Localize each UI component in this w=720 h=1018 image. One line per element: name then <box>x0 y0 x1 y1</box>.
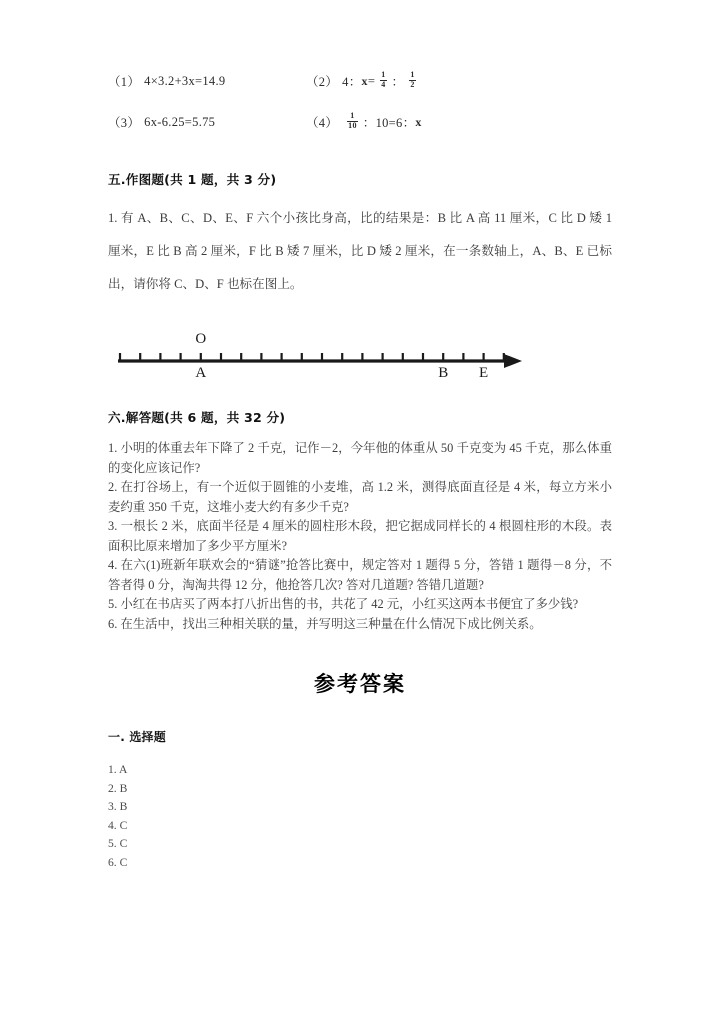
fraction-denominator: 2 <box>410 79 415 89</box>
equation-number: （4） <box>306 116 339 130</box>
fraction-numerator: 1 <box>381 70 386 80</box>
fraction-denominator: 10 <box>348 120 357 130</box>
section-six-question: 4. 在六(1)班新年联欢会的“猜谜”抢答比赛中，规定答对 1 题得 5 分，答错 1 题得－8 分，不答者得 0 分，淘淘共得 12 分，他抢答几次? 答对几道题? 答错几道题? <box>108 558 612 592</box>
section-five-question: 1. 有 A、B、C、D、E、F 六个小孩比身高，比的结果是：B 比 A 高 11 厘米，C 比 D 矮 1 厘米，E 比 B 高 2 厘米，F 比 B 矮 7 厘米，比 D 矮 2 厘米，在一条数轴上，A、B、E 已标出，请你将 C、D、F 也标在图上。 <box>108 211 612 291</box>
equation-variable: x <box>361 73 368 88</box>
equation-row <box>108 72 612 90</box>
number-line-label-above: O <box>195 331 207 347</box>
equation-text: 10=6： <box>375 116 416 130</box>
number-line-figure <box>108 323 528 383</box>
equation-expression <box>144 74 225 89</box>
answer-key-title: 参考答案 <box>314 672 406 696</box>
section-six-question: 2. 在打谷场上，有一个近似于圆锥的小麦堆，高 1.2 米，测得底面直径是 4 米，每立方米小麦约重 350 千克，这堆小麦大约有多少千克? <box>108 480 612 514</box>
equation-row <box>108 113 612 131</box>
section-six-question: 6. 在生活中，找出三种相关联的量，并写明这三种量在什么情况下成比例关系。 <box>108 616 542 631</box>
equation-text: ： <box>362 116 376 130</box>
equation-expression <box>144 115 215 130</box>
number-line-label-below: A <box>195 365 207 381</box>
equation-block <box>108 0 612 131</box>
section-six-question: 3. 一根长 2 米，底面半径是 4 厘米的圆柱形木段，把它据成同样长的 4 根圆柱形的木段。表面积比原来增加了多少平方厘米? <box>108 519 612 553</box>
equation-text: 6x-6.25=5.75 <box>144 114 216 129</box>
number-line-label-below: E <box>479 365 489 381</box>
number-line-axis <box>118 354 522 368</box>
equation-text: 4×3.2+3x=14.9 <box>144 73 226 88</box>
equation-number: （2） <box>306 75 339 89</box>
equation-item-4 <box>306 113 422 131</box>
fraction-denominator: 4 <box>381 79 386 89</box>
number-line-label-below: B <box>438 365 449 381</box>
answer-key-item: 2. B <box>108 781 128 795</box>
equation-item-1 <box>108 72 306 90</box>
fraction-numerator: 1 <box>350 111 355 121</box>
fraction <box>380 71 386 89</box>
equation-number: （1） <box>108 75 141 89</box>
equation-number: （3） <box>108 116 141 130</box>
answer-key-item: 6. C <box>108 855 128 869</box>
fraction <box>347 112 358 130</box>
equation-text: 4： <box>342 75 362 89</box>
equation-item-2 <box>306 72 421 90</box>
equation-expression <box>342 113 422 131</box>
equation-text: = <box>367 73 376 88</box>
answer-key-item: 4. C <box>108 818 128 832</box>
equation-text: ： <box>391 75 405 89</box>
answer-key-item: 1. A <box>108 763 128 776</box>
section-six-question-list <box>108 439 612 634</box>
answer-key-list <box>108 761 612 873</box>
equation-expression <box>342 72 420 90</box>
section-six-question: 5. 小红在书店买了两本打八折出售的书，共花了 42 元，小红买这两本书便宜了多少钱? <box>108 597 579 611</box>
section-heading-six: 六.解答题(共 6 题，共 32 分) <box>108 410 286 425</box>
section-six-question: 1. 小明的体重去年下降了 2 千克，记作－2，今年他的体重从 50 千克变为 45 千克，那么体重的变化应该记作? <box>108 441 612 475</box>
answer-key-item: 5. C <box>108 837 128 851</box>
answer-key-section-heading: 一. 选择题 <box>108 730 166 744</box>
equation-variable: x <box>415 114 422 129</box>
equation-item-3 <box>108 113 306 131</box>
answer-key-item: 3. B <box>108 800 128 814</box>
fraction-numerator: 1 <box>410 70 415 80</box>
section-heading-five: 五.作图题(共 1 题，共 3 分) <box>108 172 277 187</box>
fraction <box>409 71 415 89</box>
